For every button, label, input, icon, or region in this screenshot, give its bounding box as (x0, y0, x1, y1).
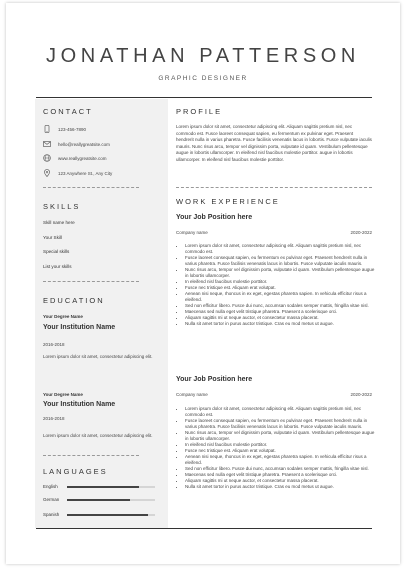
contact-address-text: 123 Anywhere St., Any City (58, 170, 113, 176)
profile-heading: PROFILE (176, 107, 223, 116)
job-bullet: • Nulla sit amet tortor in purus auctor tristique. Cras eu mod metus ut augue. (185, 321, 379, 327)
education-heading: EDUCATION (43, 296, 105, 305)
resume-page (6, 3, 400, 564)
job-role: GRAPHIC DESIGNER (158, 75, 248, 82)
institution-name: Your Institution Name (43, 324, 116, 331)
education-description: Lorem ipsum dolor sit amet, consectetur adipiscing elit. (43, 433, 153, 438)
language-row (43, 512, 155, 517)
job-bullet: • Fusce nec tristique est. Aliquam erat volutpat. (185, 285, 379, 291)
contact-email-text: hello@reallygreatsite.com (58, 141, 110, 147)
job-bullet: • Aliquam sagittis mi ut neque auctor, et consectetur massa placerat. (185, 315, 379, 321)
contact-website (43, 154, 107, 162)
job-meta (176, 230, 372, 235)
job-position: Your Job Position here (176, 214, 253, 221)
degree-name: Your Degree Name (43, 314, 83, 319)
job-years: 2020-2022 (350, 392, 372, 397)
degree-name: Your Degree Name (43, 392, 83, 397)
contact-address (43, 169, 112, 177)
person-name: JONATHAN PATTERSON (46, 45, 360, 67)
job-bullet: • Maecenas sed nulla eget velit tristique pharetra. Praesent a scelerisque orci. (185, 472, 379, 478)
section-divider (43, 187, 139, 188)
institution-name: Your Institution Name (43, 401, 116, 408)
job-bullets (176, 243, 379, 327)
contact-phone-text: 123-456-7890 (58, 126, 87, 132)
job-bullet: • Aliquam sagittis mi ut neque auctor, et consectetur massa placerat. (185, 478, 379, 484)
sidebar (35, 99, 168, 528)
language-level-fill (67, 499, 130, 501)
phone-icon (43, 125, 51, 133)
location-icon (43, 169, 51, 177)
contact-email (43, 140, 110, 148)
job-bullet: • Fusce laoreet consequat sapien, eu fermentum ex pulvinar eget. Praesent hendrerit nulla in varius pharetra. Fusce facilisis venenatis lacus in lobortis. Fusce vulputate iaculis mauris. (185, 418, 379, 430)
job-bullet: • Nulla sit amet tortor in purus auctor tristique. Cras eu mod metus ut augue. (185, 484, 379, 490)
contact-website-text: www.reallygreatsite.com (58, 155, 107, 161)
job-bullet: • Maecenas sed nulla eget velit tristique pharetra. Praesent a scelerisque orci. (185, 309, 379, 315)
education-years: 2016-2018 (43, 342, 65, 347)
skill-item: Skill name here (43, 220, 75, 225)
job-bullet: • Nunc risus arcu, tempor vel dignissim porta, vulputate id quam. Vestibulum pellentesque augue in lobortis ullamcorper. (185, 430, 379, 442)
education-description: Lorem ipsum dolor sit amet, consectetur adipiscing elit. (43, 354, 153, 359)
language-level-bar (67, 499, 155, 501)
language-row (43, 497, 155, 502)
language-row (43, 484, 155, 489)
footer-divider (36, 528, 372, 529)
section-divider (176, 187, 372, 188)
job-bullet: • Fusce laoreet consequat sapien, eu fermentum ex pulvinar eget. Praesent hendrerit nulla in varius pharetra. Fusce facilisis venenatis lacus in lobortis. Fusce vulputate iaculis mauris. (185, 255, 379, 267)
language-level-bar (67, 486, 155, 488)
section-divider (43, 281, 139, 282)
job-meta (176, 392, 372, 397)
language-level-fill (67, 514, 148, 516)
contact-phone (43, 125, 86, 133)
job-years: 2020-2022 (350, 230, 372, 235)
job-bullet: • Aenean nisi neque, rhoncus in ex eget, egestas pharetra sapien. In vehicula efficitur risus a eleifend. (185, 291, 379, 303)
language-name: English (43, 484, 58, 489)
job-bullet: • Aenean nisi neque, rhoncus in ex eget, egestas pharetra sapien. In vehicula efficitur risus a eleifend. (185, 454, 379, 466)
section-divider (43, 455, 139, 456)
job-bullet: • Sed non efficitur libero. Fusce dui nunc, accumsan sodales semper mattis, fringilla vitae nisl. (185, 466, 379, 472)
language-level-fill (67, 486, 139, 488)
languages-heading: LANGUAGES (43, 467, 108, 476)
skill-item: List your skills (43, 264, 72, 269)
skill-item: Your Skill (43, 235, 62, 240)
header-divider (36, 97, 372, 98)
job-bullet: • Lorem ipsum dolor sit amet, consectetur adipiscing elit. Aliquam sagittis pretium nisl, nec commodo est. (185, 406, 379, 418)
company-name: Company name (176, 230, 208, 235)
mail-icon (43, 140, 51, 148)
job-bullet: • Fusce nec tristique est. Aliquam erat volutpat. (185, 448, 379, 454)
job-bullet: • In eleifend nisl faucibus molestie porttitor. (185, 442, 379, 448)
job-bullet: • Nunc risus arcu, tempor vel dignissim porta, vulputate id quam. Vestibulum pellentesque augue in lobortis ullamcorper. (185, 267, 379, 279)
company-name: Company name (176, 392, 208, 397)
education-years: 2016-2018 (43, 416, 65, 421)
skills-heading: SKILLS (43, 202, 81, 211)
experience-heading: WORK EXPERIENCE (176, 197, 280, 206)
job-bullet: • Lorem ipsum dolor sit amet, consectetur adipiscing elit. Aliquam sagittis pretium nisl, nec commodo est. (185, 243, 379, 255)
language-level-bar (67, 514, 155, 516)
job-bullet: • In eleifend nisl faucibus molestie porttitor. (185, 279, 379, 285)
language-name: German (43, 497, 60, 502)
job-bullets (176, 406, 379, 490)
profile-text: Lorem ipsum dolor sit amet, consectetur adipiscing elit. Aliquam sagittis pretium nisl, nec commodo est. Fusce laoreet consequat sapien, eu fermentum ex pulvinar eget. Praesent hendrerit nulla in varius pharetra. Fusce facilisis venenatis lacus in lobortis. Fusce vulputate iaculis mauris. Nunc risus arcu, tempor vel dignissim porta, vulputate id quam. Vestibulum pellentesque augue in lobortis ullamcorper. In eleifend nisl faucibus molestie porttitor. augue in lobortis ullamcorper. In eleifend nisl faucibus molestie porttitor. (176, 124, 372, 162)
contact-heading: CONTACT (43, 107, 93, 116)
globe-icon (43, 154, 51, 162)
job-bullet: • Sed non efficitur libero. Fusce dui nunc, accumsan sodales semper mattis, fringilla vitae nisl. (185, 303, 379, 309)
language-name: Spanish (43, 512, 60, 517)
job-position: Your Job Position here (176, 376, 253, 383)
skill-item: Special skills (43, 249, 70, 254)
